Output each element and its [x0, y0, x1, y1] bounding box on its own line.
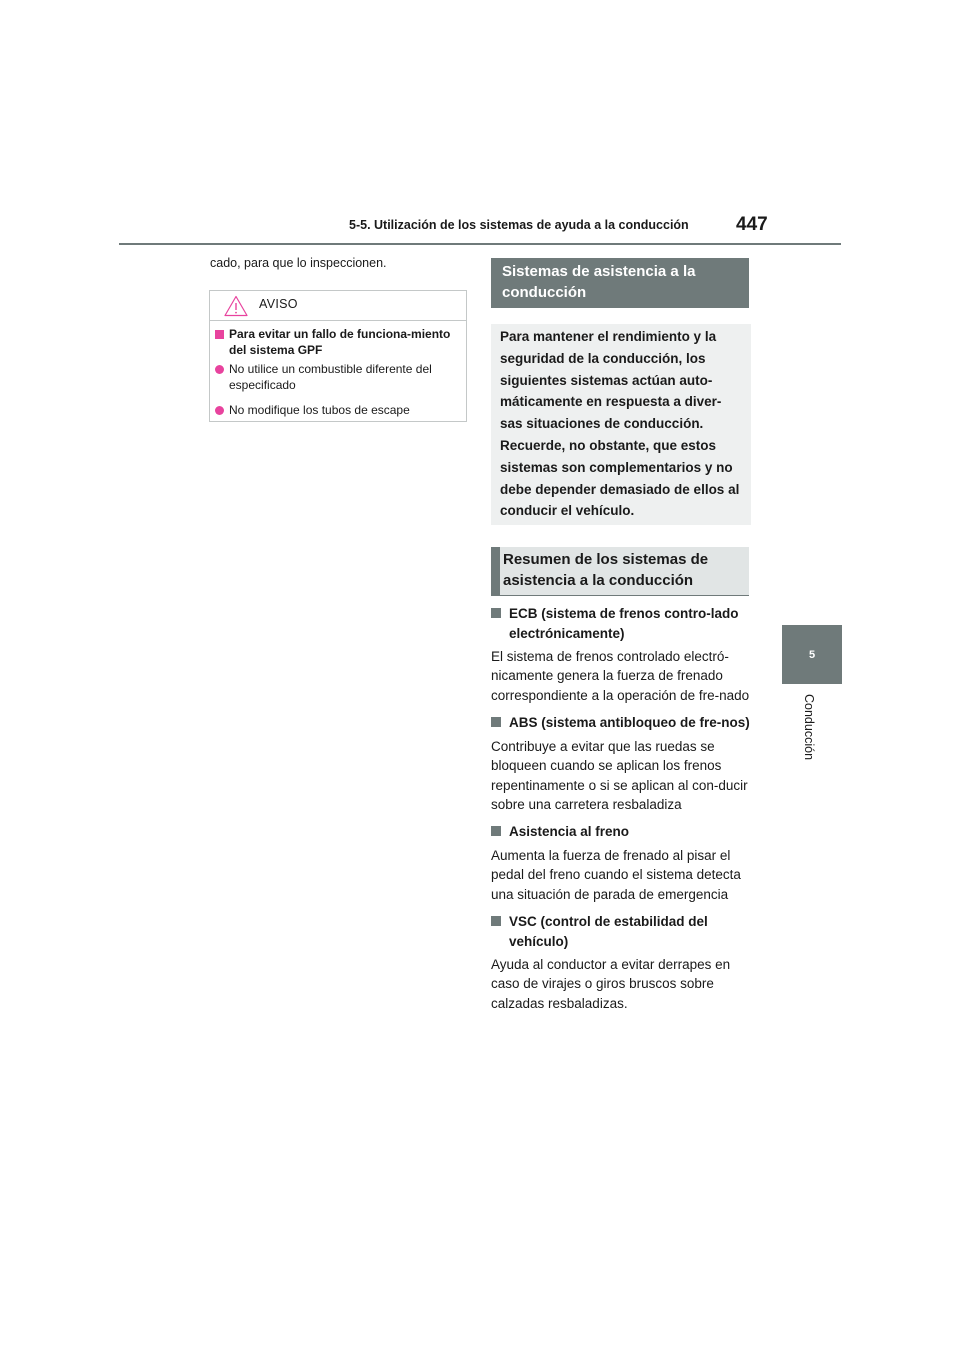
item-title-text: VSC (control de estabilidad del vehículo) — [509, 914, 708, 949]
pink-dot-bullet-icon — [215, 365, 224, 374]
warning-bullet — [215, 402, 460, 418]
item-title-text: Asistencia al freno — [509, 824, 630, 840]
item-title — [491, 604, 753, 643]
list-item — [491, 713, 753, 814]
header-divider — [119, 243, 841, 245]
warning-body — [210, 321, 466, 418]
gray-square-bullet-icon — [491, 608, 501, 618]
chapter-tab[interactable] — [782, 625, 842, 684]
chapter-label: Conducción — [802, 694, 816, 761]
gray-square-bullet-icon — [491, 717, 501, 727]
section-heading: Sistemas de asistencia a la conducción — [491, 258, 749, 308]
section-title: 5-5. Utilización de los sistemas de ayuda a la conducción — [349, 218, 689, 232]
pink-square-bullet-icon — [215, 330, 224, 339]
list-item — [491, 604, 753, 705]
list-item — [491, 912, 753, 1013]
item-description: Ayuda al conductor a evitar derrapes en caso de virajes o giros bruscos sobre calzadas resbaladizas. — [491, 957, 731, 1011]
item-description: Contribuye a evitar que las ruedas se bloqueen cuando se aplican los frenos repentinamente o si se aplican al con-ducir sobre una carretera resbaladiza — [491, 738, 748, 812]
item-title — [491, 822, 753, 842]
warning-heading-text: Para evitar un fallo de funciona-miento del sistema GPF — [229, 327, 451, 357]
warning-heading — [215, 326, 460, 358]
warning-bullet — [215, 361, 460, 393]
gray-square-bullet-icon — [491, 916, 501, 926]
chapter-number: 5 — [808, 648, 816, 661]
warning-bullet-text: No modifique los tubos de escape — [229, 403, 410, 417]
item-title — [491, 912, 753, 951]
systems-list — [491, 604, 753, 1013]
warning-bullet-text: No utilice un combustible diferente del especificado — [229, 362, 432, 392]
intro-box — [491, 324, 751, 525]
page-number: 447 — [736, 214, 768, 235]
item-description: Aumenta la fuerza de frenado al pisar el pedal del freno cuando el sistema detecta una situación de parada de emergencia — [491, 847, 741, 902]
continued-text: cado, para que lo inspeccionen. — [210, 256, 387, 270]
intro-text: Para mantener el rendimiento y la seguridad de la conducción, los siguientes sistemas actúan auto-máticamente en respuesta a diver-sas situaciones de conducción. Recuerde, no obstante, que estos sistemas son complementarios y no debe depender demasiado de ellos al conducir el vehículo. — [500, 329, 740, 519]
item-title-text: ECB (sistema de frenos contro-lado electrónicamente) — [509, 606, 739, 641]
warning-box — [209, 290, 467, 422]
warning-triangle-icon — [224, 295, 248, 317]
sub-heading: Resumen de los sistemas de asistencia a la conducción — [491, 547, 749, 596]
warning-label: AVISO — [259, 297, 298, 311]
warning-header — [210, 291, 466, 321]
item-description: El sistema de frenos controlado electró-nicamente genera la fuerza de frenado correspondiente a la operación de fre-nado — [491, 649, 750, 703]
gray-square-bullet-icon — [491, 826, 501, 836]
item-title-text: ABS (sistema antibloqueo de fre-nos) — [509, 715, 750, 731]
item-title — [491, 713, 753, 733]
pink-dot-bullet-icon — [215, 406, 224, 415]
list-item — [491, 822, 753, 904]
